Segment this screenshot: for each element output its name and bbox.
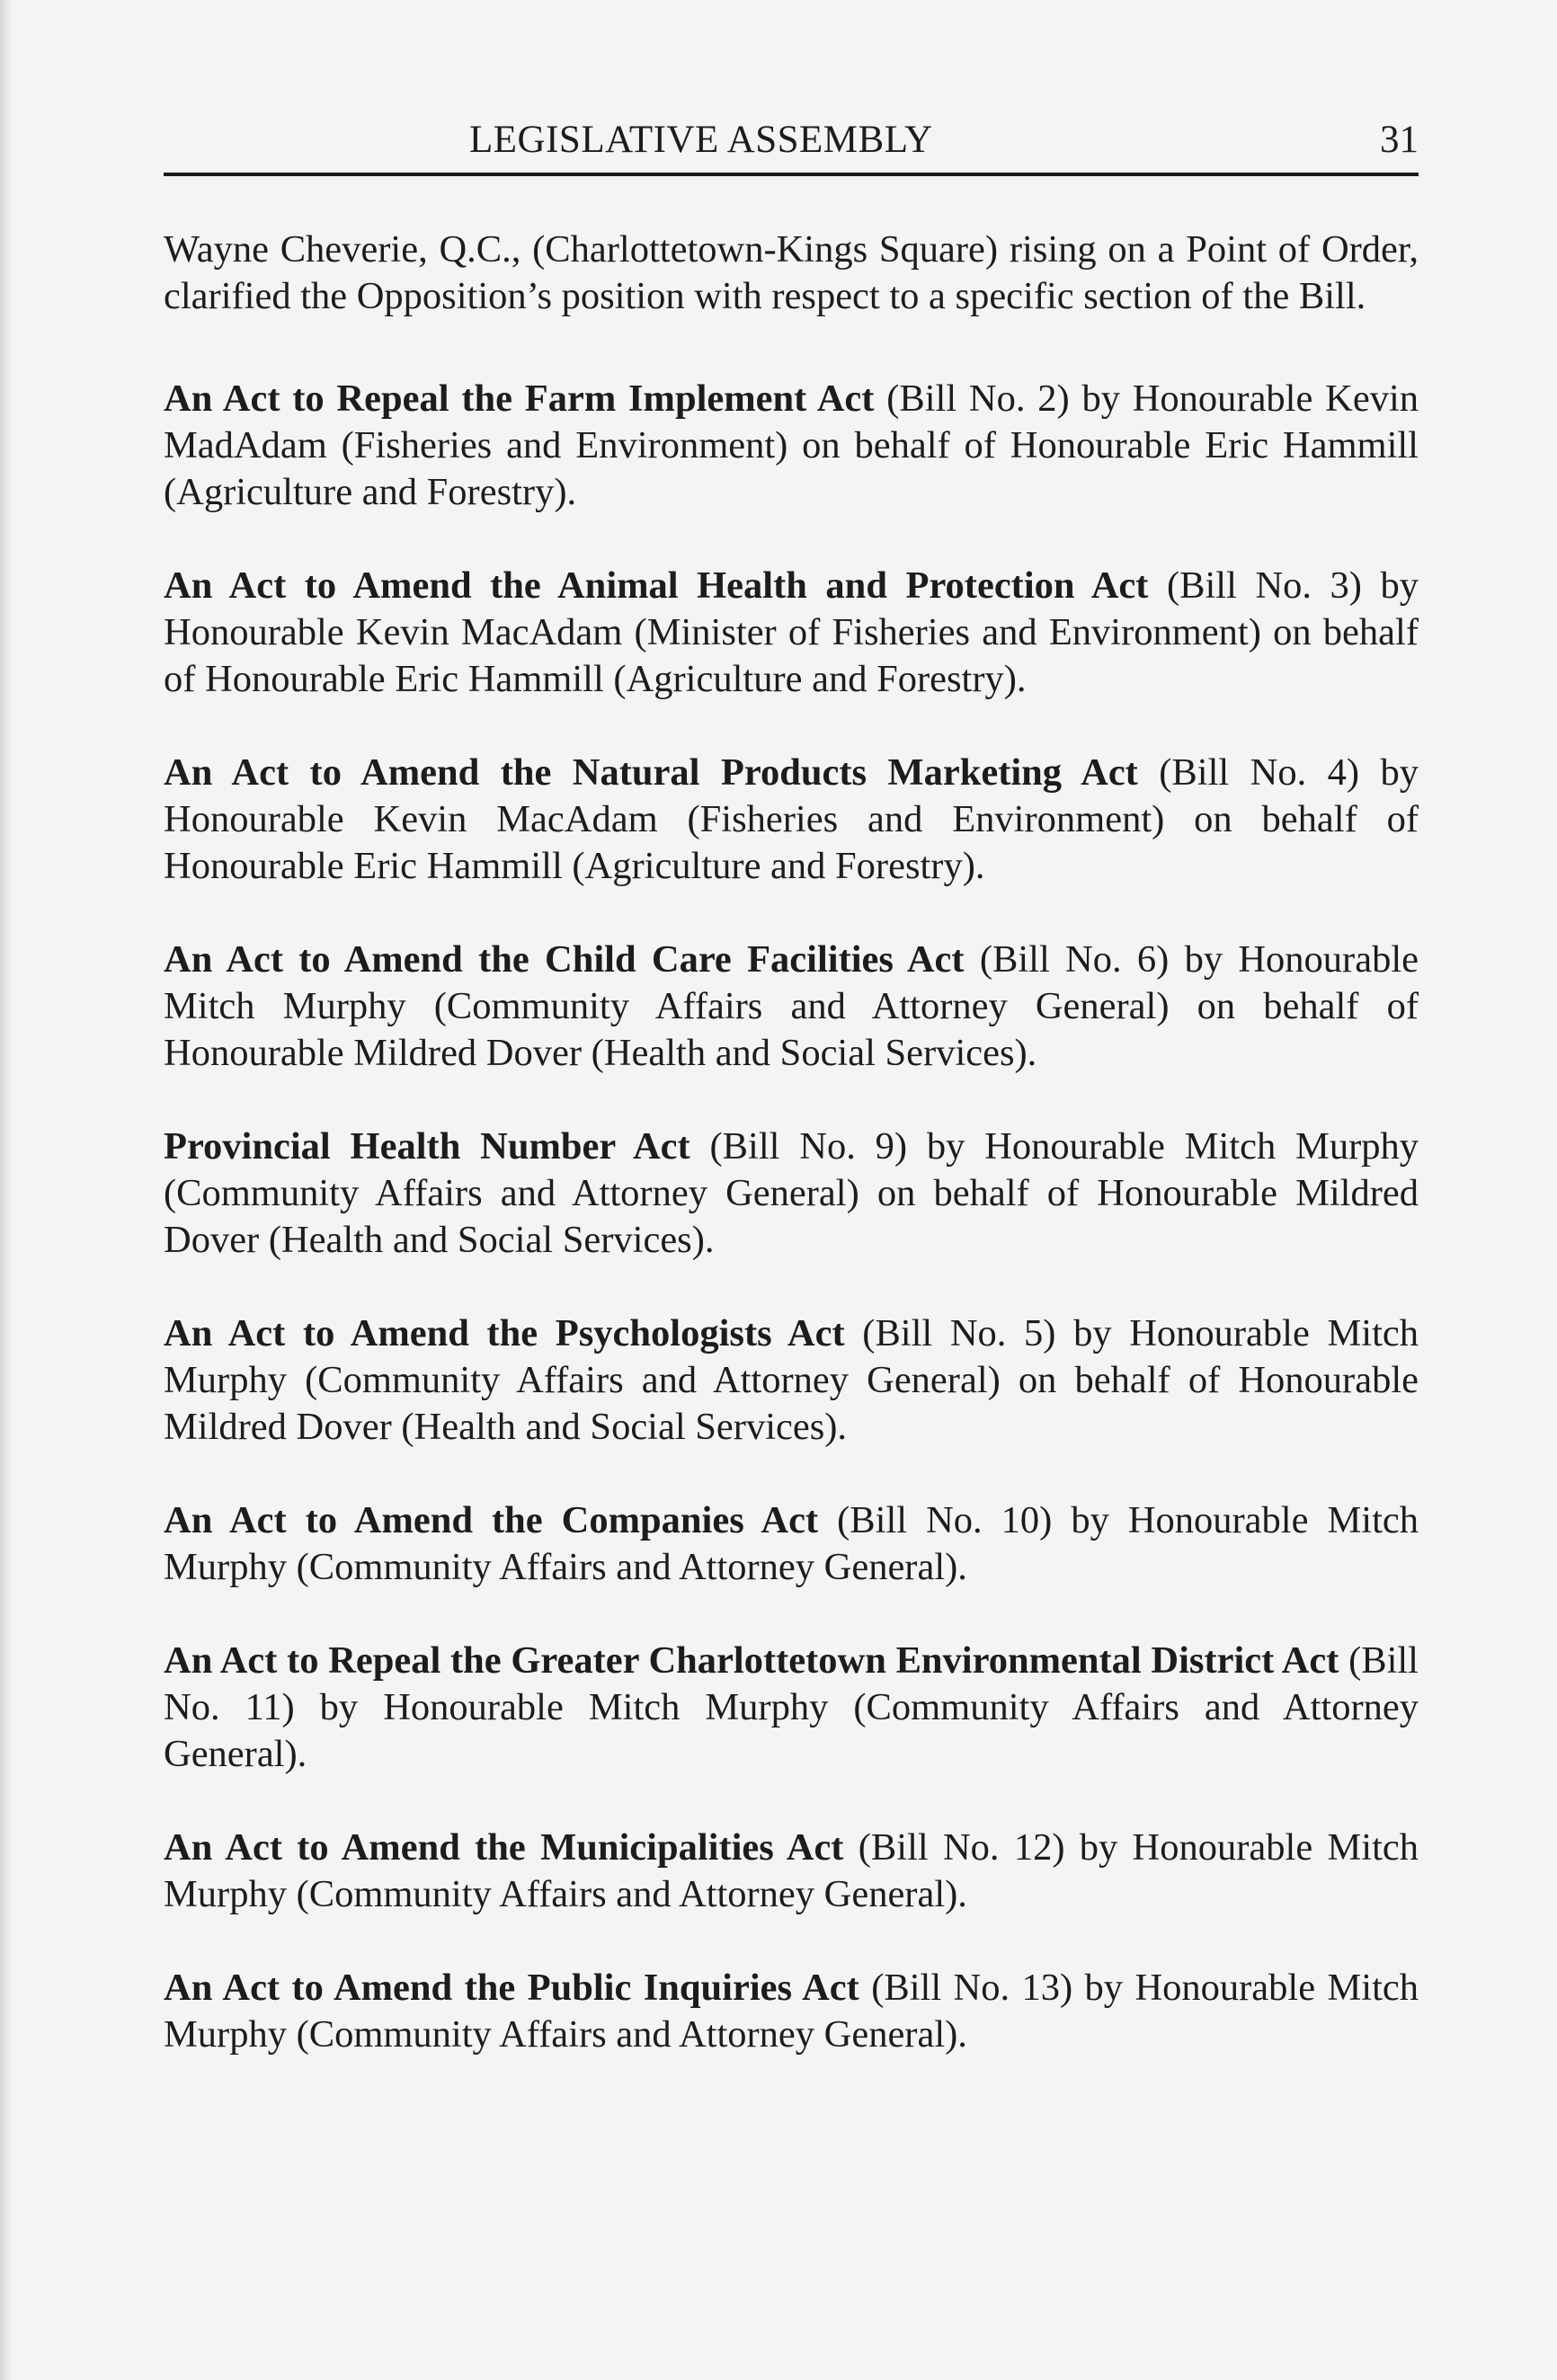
bill-details: (Bill No. 13) by Honourable Mitch Murphy (Community Affairs and Attorney General). xyxy=(164,1967,1419,2056)
bill-details: (Bill No. 12) by Honourable Mitch Murphy (Community Affairs and Attorney General). xyxy=(164,1826,1419,1915)
bill-details: (Bill No. 10) by Honourable Mitch Murphy (Community Affairs and Attorney General). xyxy=(164,1499,1419,1588)
bill-entry xyxy=(164,1123,1419,1264)
document-page xyxy=(164,106,1419,2105)
bill-title: An Act to Repeal the Farm Implement Act xyxy=(164,377,875,420)
header-title: LEGISLATIVE ASSEMBLY xyxy=(469,119,933,161)
bill-title: An Act to Amend the Municipalities Act xyxy=(164,1826,844,1869)
document-body xyxy=(164,226,1419,2058)
bill-entry xyxy=(164,1310,1419,1451)
bill-details: (Bill No. 6) by Honourable Mitch Murphy (Community Affairs and Attorney General) on behalf of Honourable Mildred Dover (Health and Social Services). xyxy=(164,938,1419,1074)
bill-entry xyxy=(164,1825,1419,1918)
running-header xyxy=(164,106,1419,176)
bill-details: (Bill No. 2) by Honourable Kevin MadAdam (Fisheries and Environment) on behalf of Honourable Eric Hammill (Agriculture and Forestry). xyxy=(164,377,1419,513)
bill-details: (Bill No. 5) by Honourable Mitch Murphy (Community Affairs and Attorney General) on behalf of Honourable Mildred Dover (Health and Social Services). xyxy=(164,1312,1419,1448)
bill-title: An Act to Amend the Animal Health and Protection Act xyxy=(164,564,1149,607)
bill-entry xyxy=(164,937,1419,1077)
bill-details: (Bill No. 3) by Honourable Kevin MacAdam (Minister of Fisheries and Environment) on behalf of Honourable Eric Hammill (Agriculture and Forestry). xyxy=(164,564,1419,700)
bill-title: An Act to Amend the Natural Products Marketing Act xyxy=(164,751,1138,794)
bill-title: An Act to Amend the Companies Act xyxy=(164,1499,819,1541)
bill-details: (Bill No. 11) by Honourable Mitch Murphy (Community Affairs and Attorney General). xyxy=(164,1639,1419,1775)
bill-entry xyxy=(164,1497,1419,1591)
bill-entry xyxy=(164,750,1419,890)
bill-title: An Act to Amend the Public Inquiries Act xyxy=(164,1967,859,2009)
bill-title: An Act to Amend the Child Care Facilities Act xyxy=(164,938,965,981)
bill-details: (Bill No. 9) by Honourable Mitch Murphy (Community Affairs and Attorney General) on behalf of Honourable Mildred Dover (Health and Social Services). xyxy=(164,1125,1419,1261)
intro-paragraph: Wayne Cheverie, Q.C., (Charlottetown-Kings Square) rising on a Point of Order, clarified the Opposition’s position with respect to a specific section of the Bill. xyxy=(164,228,1419,317)
bill-entry xyxy=(164,1638,1419,1778)
bill-entry xyxy=(164,563,1419,703)
page-number: 31 xyxy=(1380,119,1419,161)
page-edge-shadow xyxy=(0,0,13,2380)
bill-details: (Bill No. 4) by Honourable Kevin MacAdam (Fisheries and Environment) on behalf of Honourable Eric Hammill (Agriculture and Forestry). xyxy=(164,751,1419,887)
bill-entry xyxy=(164,376,1419,516)
bill-entry xyxy=(164,1965,1419,2058)
bill-title: Provincial Health Number Act xyxy=(164,1125,690,1168)
bill-title: An Act to Repeal the Greater Charlottetown Environmental District Act xyxy=(164,1639,1339,1682)
bill-title: An Act to Amend the Psychologists Act xyxy=(164,1312,845,1354)
